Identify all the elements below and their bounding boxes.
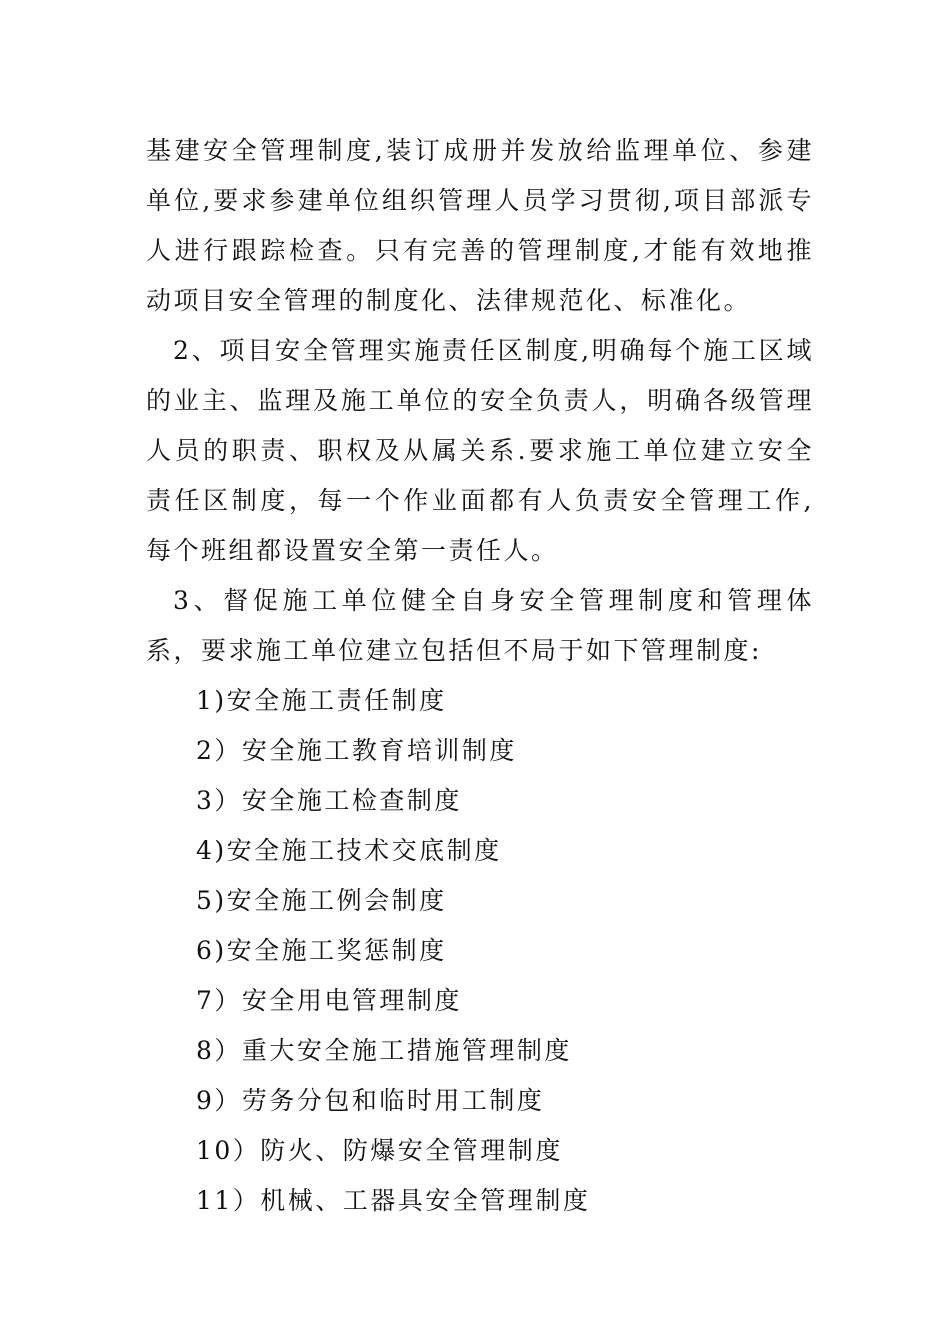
- list-item: 3）安全施工检查制度: [196, 786, 462, 815]
- list-item: 10）防火、防爆安全管理制度: [196, 1136, 563, 1165]
- list-item: 1)安全施工责任制度: [196, 686, 447, 715]
- list-item: 2）安全施工教育培训制度: [196, 736, 517, 765]
- paragraph-item-3: 3、督促施工单位健全自身安全管理制度和管理体系，要求施工单位建立包括但不局于如下管理制度:: [146, 586, 814, 665]
- list-item: 8）重大安全施工措施管理制度: [196, 1036, 572, 1065]
- document-body: [146, 126, 814, 1226]
- list-item: 9）劳务分包和临时用工制度: [196, 1086, 545, 1115]
- list-item: 11）机械、工器具安全管理制度: [196, 1186, 591, 1215]
- list-item: 5)安全施工例会制度: [196, 886, 447, 915]
- list-item: 4)安全施工技术交底制度: [196, 836, 502, 865]
- management-system-list: [146, 676, 814, 1226]
- list-item: 7）安全用电管理制度: [196, 986, 462, 1015]
- paragraph-intro-continuation: 基建安全管理制度,装订成册并发放给监理单位、参建单位,要求参建单位组织管理人员学习贯彻,项目部派专人进行跟踪检查。只有完善的管理制度,才能有效地推动项目安全管理的制度化、法律规范化、标准化。: [146, 136, 814, 315]
- paragraph-item-2: 2、项目安全管理实施责任区制度,明确每个施工区域的业主、监理及施工单位的安全负责人，明确各级管理人员的职责、职权及从属关系.要求施工单位建立安全责任区制度，每一个作业面都有人负责安全管理工作,每个班组都设置安全第一责任人。: [146, 336, 814, 565]
- list-item: 6)安全施工奖惩制度: [196, 936, 447, 965]
